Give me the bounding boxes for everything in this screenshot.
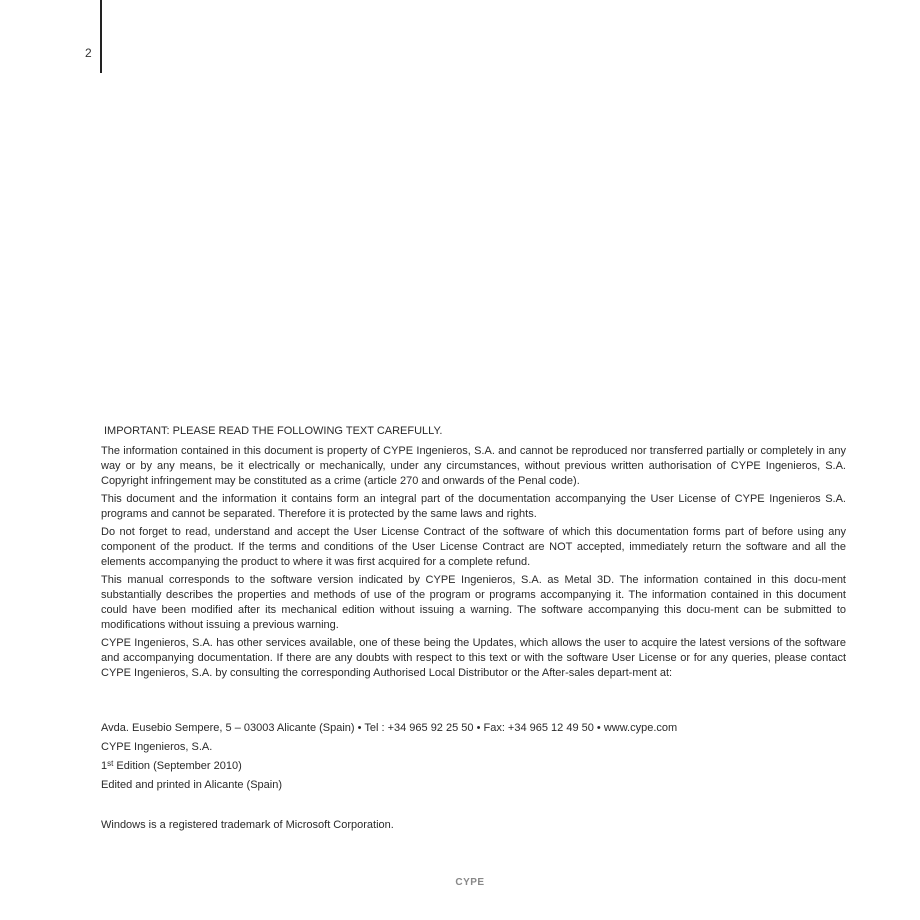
legal-notice xyxy=(101,424,846,684)
contact-block xyxy=(101,721,846,797)
printed-line: Edited and printed in Alicante (Spain) xyxy=(101,779,283,791)
notice-heading: IMPORTANT: PLEASE READ THE FOLLOWING TEXT CAREFULLY. xyxy=(104,425,443,437)
edition-line xyxy=(101,759,846,774)
page-margin-rule xyxy=(100,0,102,73)
notice-paragraph-services: CYPE Ingenieros, S.A. has other services available, one of these being the Updates, which allows the user to acquire the latest versions of the software and accompanying documentation. If there are any doubts with respect to this text or with the software User License or for any queries, please contact CYPE Ingenieros, S.A. by consulting the corresponding Authorised Local Distributor or the After-sales depart-ment at: xyxy=(101,637,846,679)
edition-number: 1 xyxy=(101,760,108,772)
company-name: CYPE Ingenieros, S.A. xyxy=(101,741,213,753)
notice-paragraph-license: This document and the information it contains form an integral part of the documentation accompanying the User License of CYPE Ingenieros S.A. programs and cannot be separated. Therefore it is protected by the same laws and rights. xyxy=(101,493,846,520)
notice-paragraph-version: This manual corresponds to the software version indicated by CYPE Ingenieros, S.A. as Metal 3D. The information contained in this docu-ment substantially describes the properties and methods of use of the program or programs accompanying it. The information contained in this document could have been modified after its mechanical edition without issuing a warning. The software accompanying this docu-ment can be submitted to modifications without issuing a previous warning. xyxy=(101,574,846,631)
address-line: Avda. Eusebio Sempere, 5 – 03003 Alicante (Spain) • Tel : +34 965 92 25 50 • Fax: +34 965 12 49 50 • www.cype.com xyxy=(101,722,678,734)
notice-paragraph-contract: Do not forget to read, understand and accept the User License Contract of the software of which this documentation forms part of before using any component of the product. If the terms and conditions of the User License Contract are NOT accepted, immediately return the software and all the elements accompanying the product to where it was first acquired for a complete refund. xyxy=(101,526,846,568)
page-number: 2 xyxy=(85,46,92,60)
edition-text: Edition (September 2010) xyxy=(113,760,242,772)
trademark-notice: Windows is a registered trademark of Microsoft Corporation. xyxy=(101,819,394,831)
notice-paragraph-copyright: The information contained in this document is property of CYPE Ingenieros, S.A. and cannot be reproduced nor transferred partially or completely in any way or by any means, be it electrically or mechanically, under any circumstances, without previous written authorisation of CYPE Ingenieros, S.A. Copyright infringement may be constituted as a crime (article 270 and onwards of the Penal code). xyxy=(101,445,846,487)
edition-suffix: st xyxy=(107,759,114,768)
footer-brand: CYPE xyxy=(455,877,485,888)
